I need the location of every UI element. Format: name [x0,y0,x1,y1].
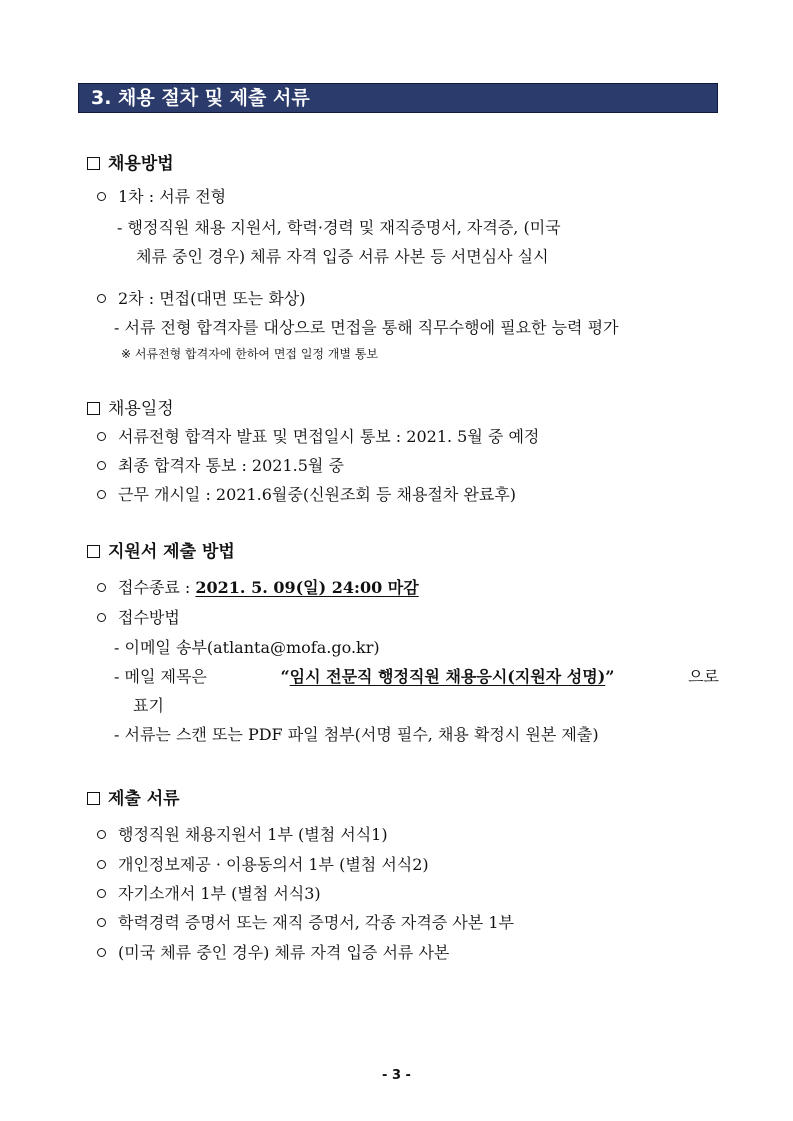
documents-item: 행정직원 채용지원서 1부 (별첨 서식1) [97,822,388,845]
schedule-heading: 채용일정 [87,394,174,419]
submission-email: - 이메일 송부(atlanta@mofa.go.kr) [114,638,380,657]
circle-bullet-icon [97,461,106,470]
method-stage1-desc-line2: 체류 중인 경우) 체류 자격 입증 서류 사본 등 서면심사 실시 [136,247,549,266]
circle-bullet-icon [97,192,106,201]
method-stage2-desc: - 서류 전형 합격자를 대상으로 면접을 통해 직무수행에 필요한 능력 평가 [114,318,619,337]
submission-scan: - 서류는 스캔 또는 PDF 파일 첨부(서명 필수, 채용 확정시 원본 제출) [114,725,599,744]
method-stage1-desc-line1: - 행정직원 채용 지원서, 학력·경력 및 재직증명서, 자격증, (미국 [117,218,561,237]
submission-method: 접수방법 [97,605,180,628]
documents-item: 개인정보제공 · 이용동의서 1부 (별첨 서식2) [97,852,429,875]
submission-deadline: 접수종료 : 2021. 5. 09(일) 24:00 마감 [97,575,419,598]
schedule-item: 서류전형 합격자 발표 및 면접일시 통보 : 2021. 5월 중 예정 [97,424,539,447]
circle-bullet-icon [97,948,106,957]
checkbox-square-icon [87,792,100,805]
documents-item: (미국 체류 중인 경우) 체류 자격 입증 서류 사본 [97,940,449,963]
documents-item: 학력경력 증명서 또는 재직 증명서, 각종 자격증 사본 1부 [97,910,514,933]
method-heading: 채용방법 [87,149,174,174]
documents-item: 자기소개서 1부 (별첨 서식3) [97,881,321,904]
method-stage1: 1차 : 서류 전형 [97,184,226,207]
circle-bullet-icon [97,583,106,592]
schedule-item: 근무 개시일 : 2021.6월중(신원조회 등 채용절차 완료후) [97,482,516,505]
circle-bullet-icon [97,830,106,839]
circle-bullet-icon [97,918,106,927]
circle-bullet-icon [97,889,106,898]
deadline-value: 2021. 5. 09(일) 24:00 마감 [195,578,419,597]
section-title-bar: 3. 채용 절차 및 제출 서류 [78,83,718,113]
submission-subject-wrap: 표기 [133,696,164,715]
method-stage2: 2차 : 면접(대면 또는 화상) [97,286,306,309]
method-stage2-note: ※ 서류전형 합격자에 한하여 면접 일정 개별 통보 [121,347,379,361]
circle-bullet-icon [97,490,106,499]
submission-heading: 지원서 제출 방법 [87,537,235,562]
circle-bullet-icon [97,294,106,303]
checkbox-square-icon [87,545,100,558]
submission-subject: - 메일 제목은 “임시 전문직 행정직원 채용응시(지원자 성명)” 으로 [114,667,719,686]
checkbox-square-icon [87,402,100,415]
circle-bullet-icon [97,860,106,869]
subject-value: 임시 전문직 행정직원 채용응시(지원자 성명) [289,667,606,686]
circle-bullet-icon [97,432,106,441]
checkbox-square-icon [87,157,100,170]
page-number: - 3 - [382,1068,411,1083]
documents-heading: 제출 서류 [87,784,180,809]
circle-bullet-icon [97,613,106,622]
schedule-item: 최종 합격자 통보 : 2021.5월 중 [97,453,344,476]
